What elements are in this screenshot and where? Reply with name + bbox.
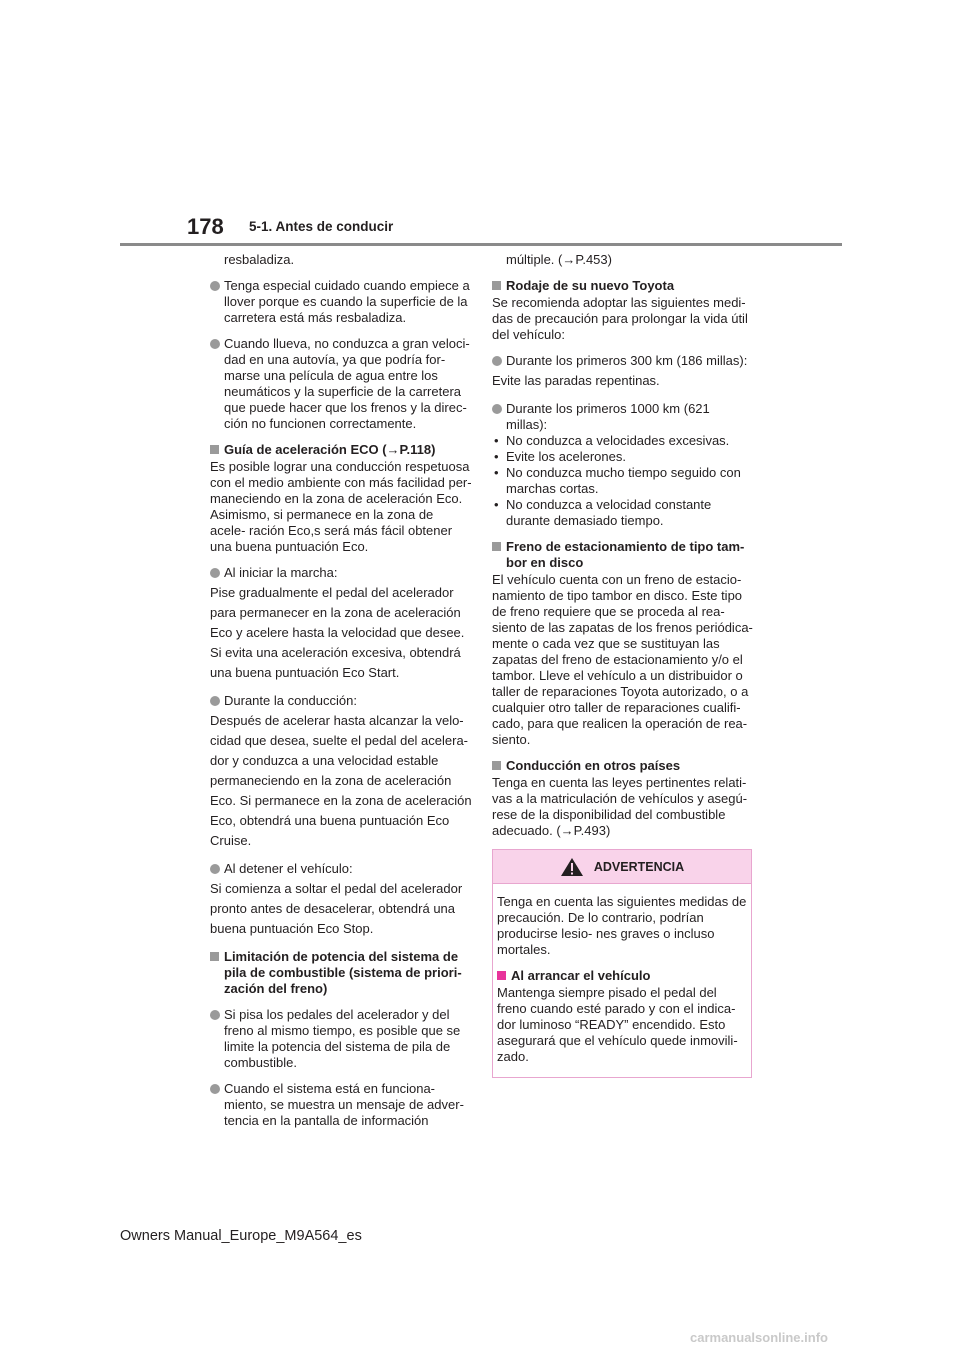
- list-item: • No conduzca a velocidades excesivas.: [492, 433, 754, 449]
- header-rule: [120, 243, 842, 246]
- page-number: 178: [187, 214, 224, 239]
- heading-other-countries: Conducción en otros países: [492, 758, 754, 774]
- para-parking-brake: El vehículo cuenta con un freno de estacio- namiento de tipo tambor en disco. Este tipo de freno requiere que se proceda al rea- siento de las zapatas de los frenos periódica- mente o cada vez que se sustituyan las zapatas del freno de estacionamiento y/o el tambor. Lleve el vehículo a un distribuidor o taller de reparaciones Toyota autorizado, o a cualquier otro taller de reparaciones cualifi- cado, para que realicen la operación de rea- siento.: [492, 572, 753, 747]
- para-start: Pise gradualmente el pedal del acelerador para permanecer en la zona de aceleración Eco y acelere hasta la velocidad que desee. Si evita una aceleración excesiva, obtendrá una buena puntuación Eco Start.: [210, 585, 465, 680]
- left-continuation: resbaladiza.: [224, 252, 295, 267]
- heading-eco-guide: Guía de aceleración ECO (→P.118): [210, 442, 472, 458]
- bullet-pedals: Si pisa los pedales del acelerador y del freno al mismo tiempo, es posible que se limite la potencia del sistema de pila de combustible.: [210, 1007, 472, 1071]
- list-item: • No conduzca a velocidad constante durante demasiado tiempo.: [492, 497, 754, 529]
- bullet-driving: Durante la conducción:: [210, 693, 472, 709]
- list-item: • No conduzca mucho tiempo seguido con marchas cortas.: [492, 465, 754, 497]
- warning-triangle-icon: [560, 857, 584, 877]
- heading-break-in: Rodaje de su nuevo Toyota: [492, 278, 754, 294]
- right-column: [492, 252, 754, 1078]
- para-300km: Evite las paradas repentinas.: [492, 373, 660, 388]
- bullet-300km: Durante los primeros 300 km (186 millas):: [492, 353, 754, 369]
- para-driving: Después de acelerar hasta alcanzar la velo- cidad que desea, suelte el pedal del acelera- dor y conduzca a una velocidad estable permaneciendo en la zona de aceleración Eco. Si permanece en la zona de aceleración Eco, obtendrá una buena puntuación Eco Cruise.: [210, 713, 472, 848]
- heading-power-limit: Limitación de potencia del sistema de pila de combustible (sistema de priori- zación del freno): [210, 949, 472, 997]
- bullet-stopping: Al detener el vehículo:: [210, 861, 472, 877]
- bullet-highway: Cuando llueva, no conduzca a gran veloci- dad en una autovía, ya que podría for- marse una película de agua entre los neumáticos y la superficie de la carretera que puede hacer que los frenos y la direc- ción no funcionen correctamente.: [210, 336, 472, 432]
- section-title: 5-1. Antes de conducir: [249, 219, 394, 234]
- watermark: carmanualsonline.info: [690, 1330, 828, 1345]
- warning-text: Mantenga siempre pisado el pedal del freno cuando esté parado y con el indica- dor luminoso “READY” encendido. Esto asegurará que el vehículo quede inmovili- zado.: [497, 985, 738, 1064]
- para-stopping: Si comienza a soltar el pedal del acelerador pronto antes de desacelerar, obtendrá una buena puntuación Eco Stop.: [210, 881, 463, 936]
- para-eco-guide: Es posible lograr una conducción respetuosa con el medio ambiente con más facilidad per- maneciendo en la zona de aceleración Eco. Asimismo, si permanece en la zona de acele- ración Eco,s será más fácil obtener una buena puntuación Eco.: [210, 459, 472, 554]
- footer-text: Owners Manual_Europe_M9A564_es: [120, 1228, 362, 1244]
- warning-header: [493, 850, 751, 884]
- bullet-message: Cuando el sistema está en funciona- miento, se muestra un mensaje de adver- tencia en la pantalla de información: [210, 1081, 472, 1129]
- bullet-rain: Tenga especial cuidado cuando empiece a llover porque es cuando la superficie de la carretera está más resbaladiza.: [210, 278, 472, 326]
- right-continuation: múltiple. (→P.453): [506, 252, 612, 267]
- bullet-start: Al iniciar la marcha:: [210, 565, 472, 581]
- warning-heading: Al arrancar el vehículo: [497, 968, 747, 984]
- warning-intro: Tenga en cuenta las siguientes medidas de precaución. De lo contrario, podrían producirse lesio- nes graves o incluso mortales.: [497, 894, 747, 957]
- left-column: [210, 252, 472, 1139]
- warning-body: [493, 884, 751, 1077]
- warning-box: [492, 849, 752, 1078]
- page-header: [0, 0, 960, 250]
- para-other-countries: Tenga en cuenta las leyes pertinentes relati- vas a la matriculación de vehículos y asegú- rese de la disponibilidad del combustible adecuado. (→P.493): [492, 775, 748, 838]
- list-1000km: [492, 433, 754, 529]
- list-item: • Evite los acelerones.: [492, 449, 754, 465]
- para-break-in: Se recomienda adoptar las siguientes medi- das de precaución para prolongar la vida útil del vehículo:: [492, 295, 748, 342]
- heading-parking-brake: Freno de estacionamiento de tipo tam- bor en disco: [492, 539, 754, 571]
- warning-title: ADVERTENCIA: [593, 859, 685, 874]
- bullet-1000km: Durante los primeros 1000 km (621 millas):: [492, 401, 754, 433]
